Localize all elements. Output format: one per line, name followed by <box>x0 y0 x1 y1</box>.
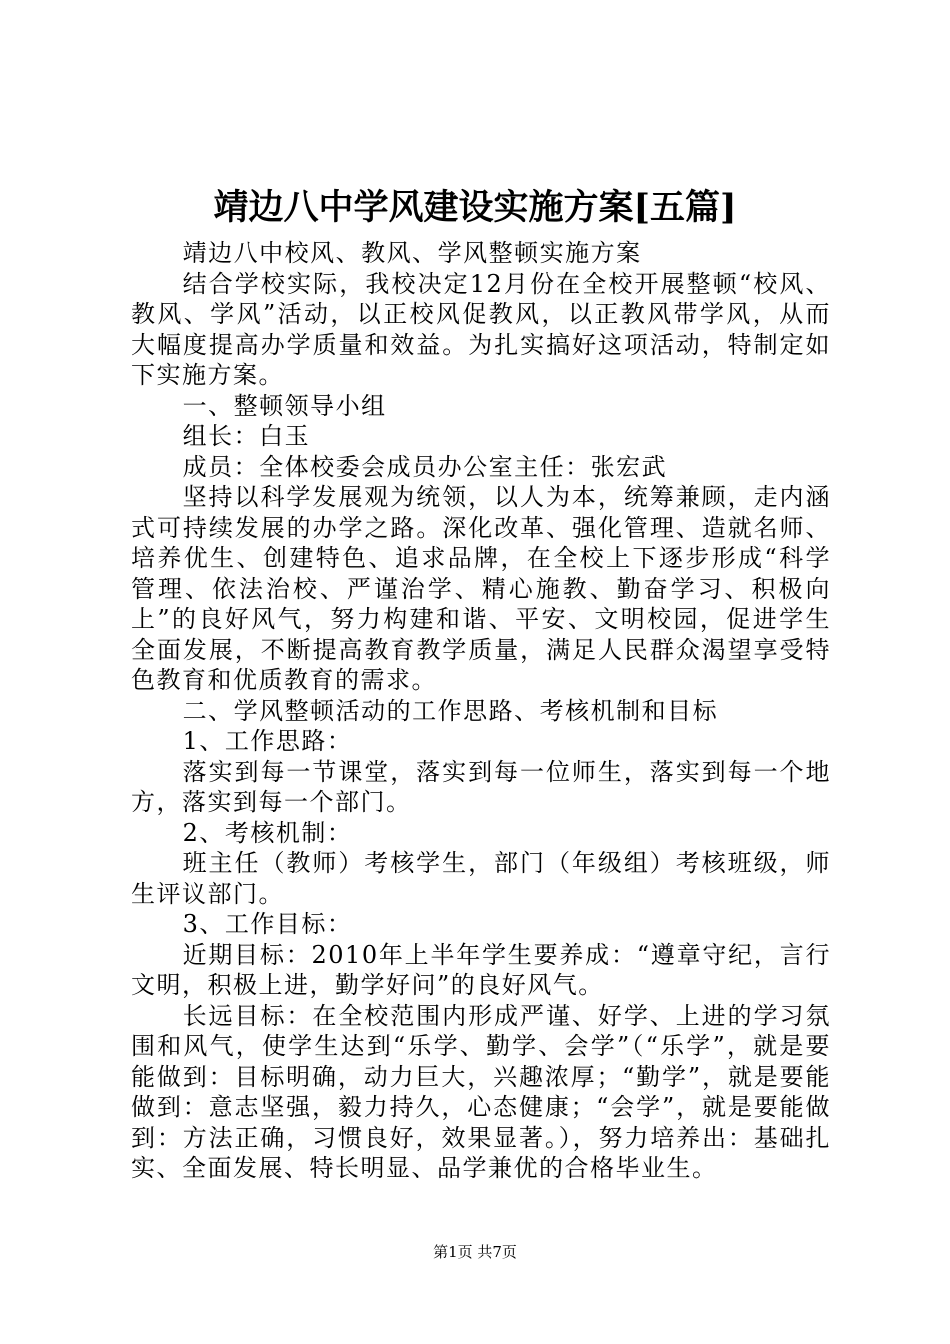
paragraph-ideas-content: 落实到每一节课堂，落实到每一位师生，落实到每一个地方，落实到每一个部门。 <box>131 757 831 816</box>
paragraph-item-goals: 3、工作目标： <box>182 910 353 938</box>
paragraph-short-term-goal: 近期目标：2010年上半年学生要养成：“遵章守纪，言行文明，积极上进，勤学好问”的良好风气。 <box>131 940 831 999</box>
paragraph-guideline: 坚持以科学发展观为统领，以人为本，统筹兼顾，走内涵式可持续发展的办学之路。深化改革、强化管理、造就名师、培养优生、创建特色、追求品牌，在全校上下逐步形成“科学管理、依法治校、严谨治学、精心施教、勤奋学习、积极向上”的良好风气，努力构建和谐、平安、文明校园，促进学生全面发展，不断提高教育教学质量，满足人民群众渴望享受特色教育和优质教育的需求。 <box>131 483 831 694</box>
paragraph-heading-leadership: 一、整顿领导小组 <box>182 391 387 420</box>
paragraph-members: 成员：全体校委会成员办公室主任：张宏武 <box>182 452 668 481</box>
paragraph-long-term-goal: 长远目标：在全校范围内形成严谨、好学、上进的学习氛围和风气，使学生达到“乐学、勤学、会学”（“乐学”，就是要能做到：目标明确，动力巨大，兴趣浓厚；“勤学”，就是要能做到：意志坚强，毅力持久，心态健康；“会学”，就是要能做到：方法正确，习惯良好，效果显著。），努力培养出：基础扎实、全面发展、特长明显、品学兼优的合格毕业生。 <box>131 1001 831 1182</box>
page-number-footer: 第1页 共7页 <box>433 1243 517 1261</box>
paragraph-subtitle: 靖边八中校风、教风、学风整顿实施方案 <box>182 239 642 267</box>
paragraph-item-assessment: 2、考核机制： <box>182 818 353 847</box>
paragraph-heading-ideas: 二、学风整顿活动的工作思路、考核机制和目标 <box>182 696 719 725</box>
paragraph-assessment-content: 班主任（教师）考核学生，部门（年级组）考核班级，师生评议部门。 <box>131 849 831 908</box>
paragraph-leader: 组长：白玉 <box>182 422 311 450</box>
document-title: 靖边八中学风建设实施方案[五篇] <box>213 187 737 228</box>
document-body <box>131 238 831 1184</box>
paragraph-item-ideas: 1、工作思路： <box>182 727 353 755</box>
paragraph-intro: 结合学校实际，我校决定12月份在全校开展整顿“校风、教风、学风”活动，以正校风促教风，以正教风带学风，从而大幅度提高办学质量和效益。为扎实搞好这项活动，特制定如下实施方案。 <box>131 269 831 389</box>
